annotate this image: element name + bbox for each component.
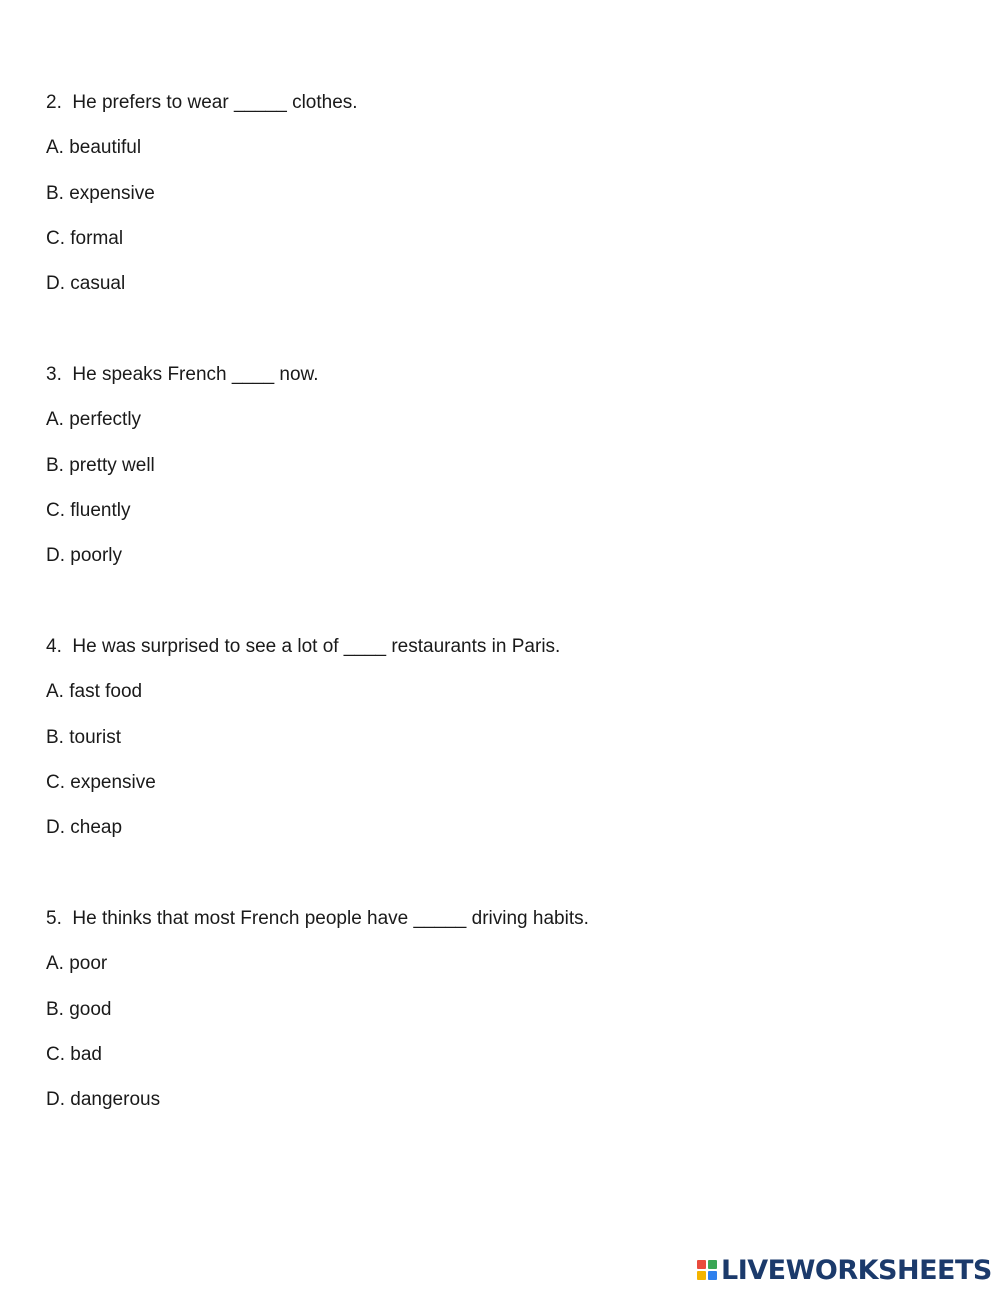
- question-3-option-d[interactable]: D. poorly: [46, 545, 123, 566]
- question-3-option-a[interactable]: A. perfectly: [46, 409, 142, 430]
- question-2-option-a[interactable]: A. beautiful: [46, 137, 142, 158]
- question-3-stem: 3. He speaks French ____ now.: [46, 364, 319, 385]
- question-2-option-b[interactable]: B. expensive: [46, 183, 155, 204]
- question-3-option-b[interactable]: B. pretty well: [46, 455, 155, 476]
- question-5-stem: 5. He thinks that most French people have _____ driving habits.: [46, 908, 589, 929]
- logo-block-blue: [708, 1271, 717, 1280]
- question-4-option-a[interactable]: A. fast food: [46, 681, 143, 702]
- question-2-stem: 2. He prefers to wear _____ clothes.: [46, 92, 358, 113]
- question-4-option-d[interactable]: D. cheap: [46, 817, 123, 838]
- logo-text: LIVEWORKSHEETS: [721, 1254, 992, 1286]
- logo-block-yellow: [697, 1271, 706, 1280]
- logo-blocks-icon: [697, 1260, 717, 1280]
- question-2-option-c[interactable]: C. formal: [46, 228, 124, 249]
- question-5-option-d[interactable]: D. dangerous: [46, 1089, 161, 1110]
- logo-block-red: [697, 1260, 706, 1269]
- question-3-option-c[interactable]: C. fluently: [46, 500, 131, 521]
- liveworksheets-logo: [697, 1255, 992, 1285]
- question-5-option-b[interactable]: B. good: [46, 999, 112, 1020]
- question-4-option-c[interactable]: C. expensive: [46, 772, 156, 793]
- question-5-option-c[interactable]: C. bad: [46, 1044, 102, 1065]
- question-4-option-b[interactable]: B. tourist: [46, 727, 121, 748]
- question-4-stem: 4. He was surprised to see a lot of ____ restaurants in Paris.: [46, 636, 561, 657]
- question-5-option-a[interactable]: A. poor: [46, 953, 108, 974]
- logo-block-green: [708, 1260, 717, 1269]
- question-2-option-d[interactable]: D. casual: [46, 273, 126, 294]
